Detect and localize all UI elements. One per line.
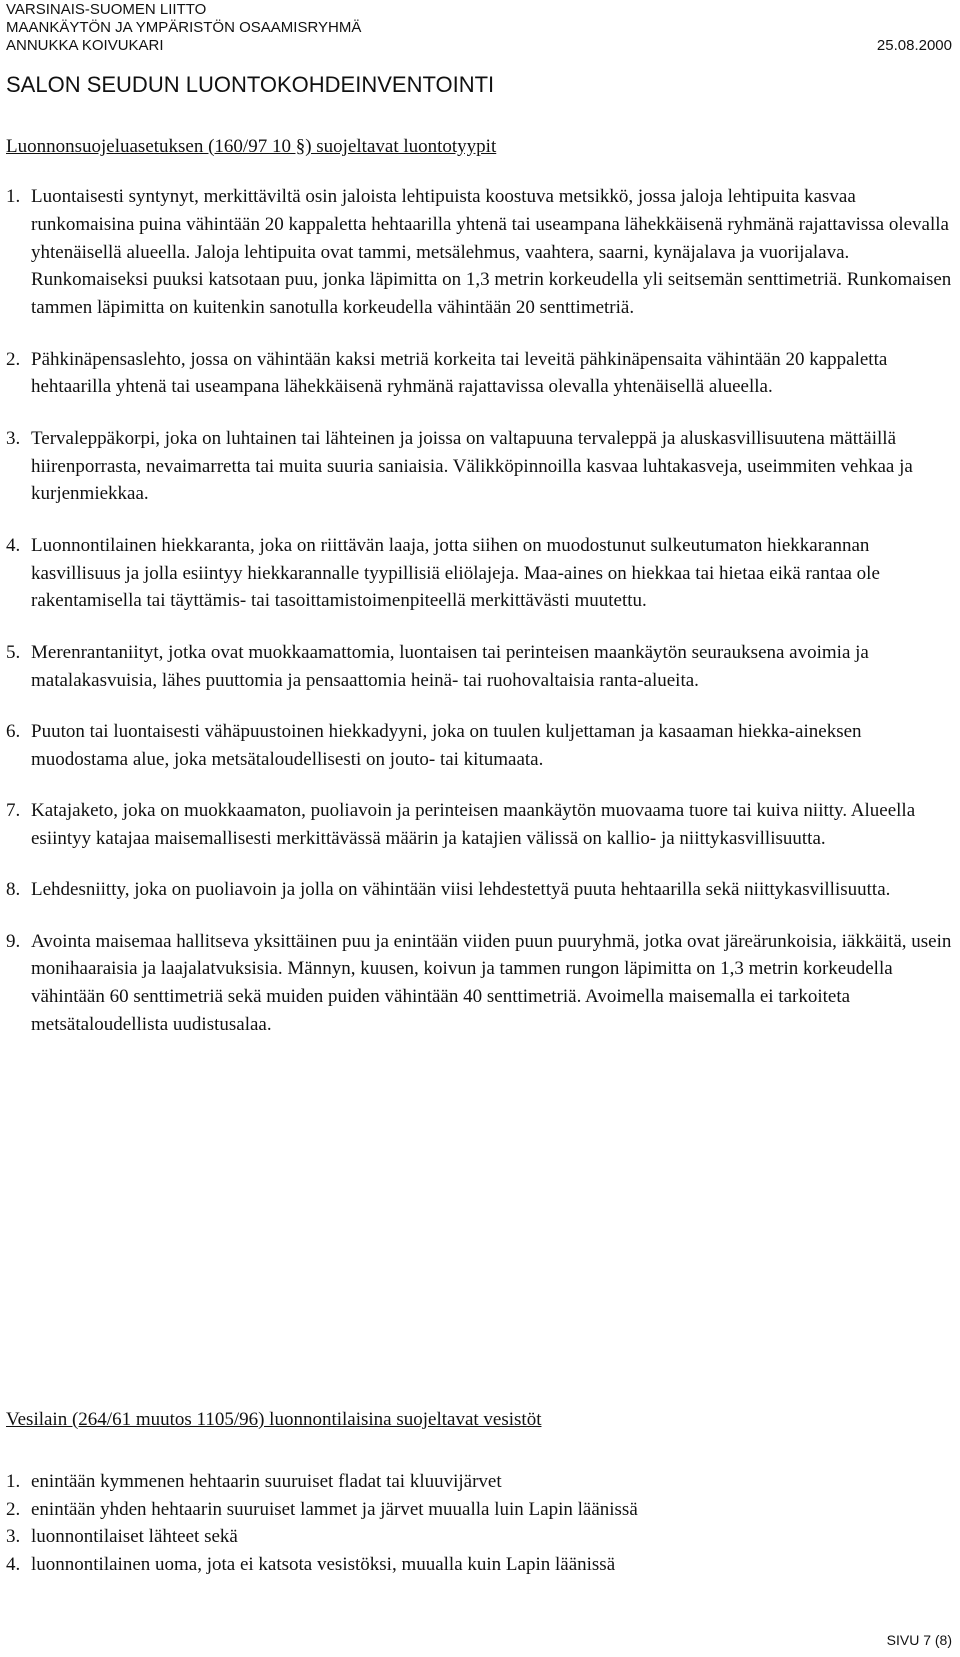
item-number: 7.: [6, 800, 21, 822]
page-number: SIVU 7 (8): [886, 1632, 952, 1648]
section-heading-luonnonsuojeluasetus: Luonnonsuojeluasetuksen (160/97 10 §) suojeltavat luontotyypit: [6, 136, 497, 157]
item-text: enintään kymmenen hehtaarin suuruiset fladat tai kluuvijärvet: [31, 1471, 502, 1492]
header-date: 25.08.2000: [876, 37, 952, 54]
item-text: Lehdesniitty, joka on puoliavoin ja jolla on vähintään viisi lehdestettyä puuta hehtaarilla sekä niittykasvillisuutta.: [31, 879, 891, 901]
section-heading-vesilaki: Vesilain (264/61 muutos 1105/96) luonnontilaisina suojeltavat vesistöt: [6, 1409, 542, 1430]
item-text: Katajaketo, joka on muokkaamaton, puoliavoin ja perinteisen maankäytön muovaama tuore tai kuiva niitty. Alueella esiintyy katajaa maisemallisesti merkittävässä määrin ja katajien välissä on kallio- ja niittykasvillisuutta.: [31, 800, 916, 849]
item-text: Puuton tai luontaisesti vähäpuustoinen hiekkadyyni, joka on tuulen kuljettaman ja kasaaman hiekka-aineksen muodostama alue, joka metsätaloudellisesti on jouto- tai kitumaata.: [31, 720, 862, 770]
list-item: [6, 876, 954, 904]
item-number: 3.: [6, 427, 21, 449]
list-item: [6, 1523, 638, 1551]
list-item: [6, 1496, 638, 1524]
list-item: [6, 183, 954, 322]
list-item: [6, 1468, 638, 1496]
item-text: Tervaleppäkorpi, joka on luhtainen tai lähteinen ja joissa on valtapuuna tervaleppä ja aluskasvillisuutena mättäillä hiirenporrasta, nevaimarretta tai muita suuria saniaisia. Välikköpinnoilla kasvaa luhtakasveja, useimmiten vehkaa ja kurjenmiekkaa.: [31, 427, 913, 505]
document-header: [6, 1, 952, 55]
list-item: [6, 425, 954, 508]
item-text: Luonnontilainen hiekkaranta, joka on riittävän laaja, jotta siihen on muodostunut sulkeutumaton hiekkarannan kasvillisuus ja jolla esiintyy hiekkarannalle tyypillisiä eliölajeja. Maa-aines on hiekkaa tai hietaa eikä rantaa ole rakentamisella tai täyttämis- tai tasoittamistoimenpiteellä merkittävästi muutettu.: [31, 534, 880, 612]
list-item: [6, 1551, 638, 1579]
list-item: [6, 532, 954, 615]
item-number: 3.: [6, 1526, 21, 1547]
list-item: [6, 346, 954, 402]
item-number: 6.: [6, 720, 21, 742]
luontotyypit-list: [6, 183, 954, 1062]
item-number: 4.: [6, 534, 21, 556]
vesistot-list: [6, 1468, 638, 1578]
item-text: enintään yhden hehtaarin suuruiset lammet ja järvet muualla luin Lapin läänissä: [31, 1498, 638, 1520]
item-text: Merenrantaniityt, jotka ovat muokkaamattomia, luontaisen tai perinteisen maankäytön seurauksena avoimia ja matalakasvuisia, lähes puuttomia ja pensaattomia heinä- tai ruohovaltaisia ranta-alueita.: [31, 641, 869, 691]
item-text: Avointa maisemaa hallitseva yksittäinen puu ja enintään viiden puun puuryhmä, jotka ovat järeärunkoisia, iäkkäitä, usein monihaaraisia ja laajalatvuksisia. Männyn, kuusen, koivun ja tammen rungon läpimitta on 1,3 metrin korkeudella vähintään 60 senttimetriä sekä muiden puiden vähintään 40 senttimetriä. Avoimella maisemalla ei tarkoiteta metsätaloudellista uudistusalaa.: [31, 930, 952, 1036]
item-number: 2.: [6, 1498, 21, 1520]
item-number: 4.: [6, 1553, 21, 1575]
item-number: 1.: [6, 1471, 21, 1492]
item-number: 1.: [6, 186, 21, 207]
header-group: MAANKÄYTÖN JA YMPÄRISTÖN OSAAMISRYHMÄ: [6, 19, 362, 36]
item-text: luonnontilainen uoma, jota ei katsota vesistöksi, muualla kuin Lapin läänissä: [31, 1553, 616, 1575]
list-item: [6, 639, 954, 695]
header-author: ANNUKKA KOIVUKARI: [6, 37, 164, 54]
item-text: luonnontilaiset lähteet sekä: [31, 1526, 238, 1547]
list-item: [6, 718, 954, 774]
header-organization: VARSINAIS-SUOMEN LIITTO: [6, 1, 207, 18]
item-text: Pähkinäpensaslehto, jossa on vähintään kaksi metriä korkeita tai leveitä pähkinäpensaita vähintään 20 kappaletta hehtaarilla yhtenä tai useampana lähekkäisenä ryhmänä rajattavissa olevalla yhtenäisellä alueella.: [31, 348, 888, 398]
item-text: Luontaisesti syntynyt, merkittäviltä osin jaloista lehtipuista koostuva metsikkö, jossa jaloja lehtipuita kasvaa runkomaisina puina vähintään 20 kappaletta hehtaarilla yhtenä tai useampana lähekkäisenä ryhmänä rajattavissa olevalla yhtenäisellä alueella. Jaloja lehtipuita ovat tammi, metsälehmus, vaahtera, saarni, kynäjalava ja vuorijalava. Runkomaiseksi puuksi katsotaan puu, jonka läpimitta on 1,3 metrin korkeudella yli seitsemän senttimetriä. Runkomaisen tammen läpimitta on kuitenkin sanotulla korkeudella vähintään 20 senttimetriä.: [31, 186, 952, 319]
item-number: 2.: [6, 348, 21, 370]
item-number: 8.: [6, 879, 21, 901]
list-item: [6, 928, 954, 1039]
document-title: SALON SEUDUN LUONTOKOHDEINVENTOINTI: [6, 72, 495, 97]
item-number: 5.: [6, 641, 21, 663]
list-item: [6, 797, 954, 853]
item-number: 9.: [6, 930, 21, 952]
